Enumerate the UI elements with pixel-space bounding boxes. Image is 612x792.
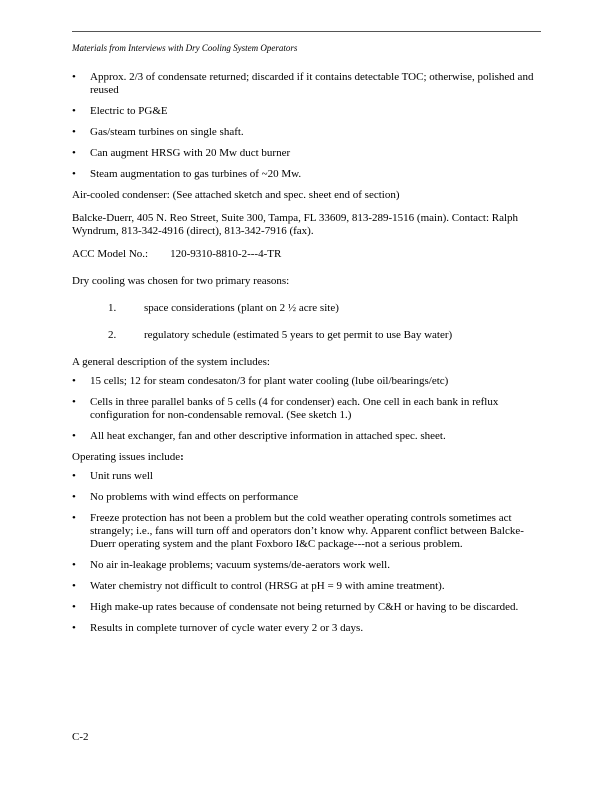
reason-item	[72, 302, 541, 315]
bullet-item: • Water chemistry not difficult to control (HRSG at pH = 9 with amine treatment).	[72, 580, 541, 593]
bullet-item: • Approx. 2/3 of condensate returned; discarded if it contains detectable TOC; otherwise, polished and reused	[72, 71, 541, 97]
system-bullet-list	[72, 375, 541, 443]
issues-intro-text: Operating issues include	[72, 451, 181, 463]
issues-intro-colon: :	[180, 451, 184, 463]
reason-text: regulatory schedule (estimated 5 years to get permit to use Bay water)	[144, 329, 453, 341]
acc-paragraph: Air-cooled condenser: (See attached sketch and spec. sheet end of section)	[72, 189, 400, 201]
header-rule	[72, 31, 541, 32]
bullet-item: • Cells in three parallel banks of 5 cells (4 for condenser) each. One cell in each bank in reflux configuration for non-condensable removal. (See sketch 1.)	[72, 396, 541, 422]
bullet-item: • Results in complete turnover of cycle water every 2 or 3 days.	[72, 622, 541, 635]
model-value: 120-9310-8810-2---4-TR	[170, 248, 282, 260]
model-label: ACC Model No.:	[72, 248, 149, 260]
bullet-item: • All heat exchanger, fan and other descriptive information in attached spec. sheet.	[72, 430, 541, 443]
page-number: C-2	[72, 731, 89, 743]
reasons-list	[72, 302, 541, 342]
reason-item	[72, 329, 541, 342]
reasons-intro: Dry cooling was chosen for two primary reasons:	[72, 275, 290, 287]
contact-paragraph: Balcke-Duerr, 405 N. Reo Street, Suite 300, Tampa, FL 33609, 813-289-1516 (main). Contact: Ralph Wyndrum, 813-342-4916 (direct), 813-342-7916 (fax).	[72, 212, 519, 237]
issues-intro	[72, 451, 541, 464]
running-header: Materials from Interviews with Dry Cooling System Operators	[72, 43, 298, 53]
bullet-item: • Can augment HRSG with 20 Mw duct burner	[72, 147, 541, 160]
document-body	[72, 71, 541, 643]
reason-text: space considerations (plant on 2 ½ acre site)	[144, 302, 339, 314]
issues-bullet-list	[72, 470, 541, 635]
bullet-item: • No problems with wind effects on performance	[72, 491, 541, 504]
system-intro: A general description of the system includes:	[72, 356, 270, 368]
bullet-item: • Unit runs well	[72, 470, 541, 483]
intro-bullet-list	[72, 71, 541, 181]
bullet-item: • Steam augmentation to gas turbines of ~20 Mw.	[72, 168, 541, 181]
bullet-item: • 15 cells; 12 for steam condesaton/3 for plant water cooling (lube oil/bearings/etc)	[72, 375, 541, 388]
model-row	[72, 248, 541, 261]
reason-number: 1.	[108, 302, 117, 314]
bullet-item: • Gas/steam turbines on single shaft.	[72, 126, 541, 139]
bullet-item: • Freeze protection has not been a problem but the cold weather operating controls sometimes act strangely; i.e., fans will turn off and operators don’t know why. Apparent conflict between Balcke-Duerr operating system and the plant Foxboro I&C package---not a serious problem.	[72, 512, 541, 551]
bullet-item: • Electric to PG&E	[72, 105, 541, 118]
bullet-item: • High make-up rates because of condensate not being returned by C&H or having to be discarded.	[72, 601, 541, 614]
bullet-item: • No air in-leakage problems; vacuum systems/de-aerators work well.	[72, 559, 541, 572]
reason-number: 2.	[108, 329, 117, 341]
